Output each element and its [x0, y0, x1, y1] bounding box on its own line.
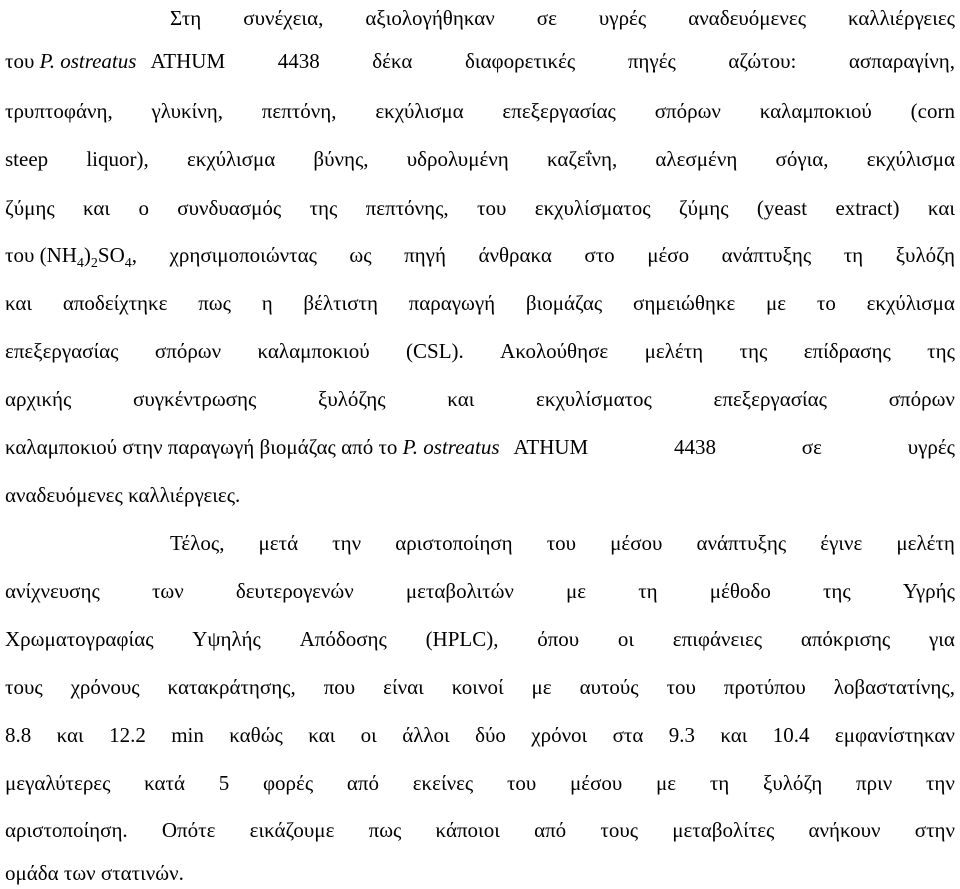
- species-name-2: P. ostreatus: [402, 435, 500, 459]
- p1-line-6: [5, 240, 955, 270]
- p1-line-8: επεξεργασίας σπόρων καλαμποκιού (CSL). Ακολούθησε μελέτη της επίδρασης της: [5, 339, 955, 363]
- p1-line-10-start: καλαμποκιού στην παραγωγή βιομάζας από το P. ostreatus: [5, 435, 500, 459]
- p2-line-3: Χρωματογραφίας Υψηλής Απόδοσης (HPLC), όπου οι επιφάνειες απόκρισης για: [5, 627, 955, 651]
- p1-line-7: και αποδείχτηκε πως η βέλτιστη παραγωγή βιομάζας σημειώθηκε με το εκχύλισμα: [5, 291, 955, 315]
- p1-line-2-rest: ATHUM 4438 δέκα διαφορετικές πηγές αζώτου: ασπαραγίνη,: [150, 49, 955, 73]
- p1-line-9: αρχικής συγκέντρωσης ξυλόζης και εκχυλίσματος επεξεργασίας σπόρων: [5, 387, 955, 411]
- p1-line-6-rest: , χρησιμοποιώντας ως πηγή άνθρακα στο μέσο ανάπτυξης τη ξυλόζη: [131, 243, 955, 267]
- p1-line-2: [5, 46, 955, 76]
- p1-line-10-rest: ATHUM 4438 σε υγρές: [513, 435, 955, 459]
- p1-line-10: [5, 432, 955, 462]
- p2-line-6: μεγαλύτερες κατά 5 φορές από εκείνες του μέσου με τη ξυλόζη πριν την: [5, 771, 955, 795]
- p1-line-4: steep liquor), εκχύλισμα βύνης, υδρολυμένη καζεΐνη, αλεσμένη σόγια, εκχύλισμα: [5, 147, 955, 171]
- p2-line-7: αριστοποίηση. Οπότε εικάζουμε πως κάποιοι από τους μεταβολίτες ανήκουν στην: [5, 818, 955, 842]
- p2-line-1: Τέλος, μετά την αριστοποίηση του μέσου ανάπτυξης έγινε μελέτη: [170, 531, 955, 555]
- p1-line-5: ζύμης και ο συνδυασμός της πεπτόνης, του εκχυλίσματος ζύμης (yeast extract) και: [5, 196, 955, 220]
- p2-line-8: ομάδα των στατινών.: [5, 861, 184, 885]
- p2-line-4: τους χρόνους κατακράτησης, που είναι κοινοί με αυτούς του προτύπου λοβαστατίνης,: [5, 675, 955, 699]
- p2-line-2: ανίχνευσης των δευτερογενών μεταβολιτών με τη μέθοδο της Υγρής: [5, 579, 955, 603]
- species-name: P. ostreatus: [39, 49, 137, 73]
- chemical-formula: του $(NH_4)_2SO_4$: [5, 243, 132, 271]
- p1-line-11: αναδευόμενες καλλιέργειες.: [5, 483, 241, 507]
- p1-line-1: Στη συνέχεια, αξιολογήθηκαν σε υγρές αναδευόμενες καλλιέργειες: [170, 6, 955, 30]
- p1-line-2-start: του P. ostreatus: [5, 49, 137, 73]
- p1-line-3: τρυπτοφάνη, γλυκίνη, πεπτόνη, εκχύλισμα επεξεργασίας σπόρων καλαμποκιού (corn: [5, 99, 955, 123]
- p2-line-5: 8.8 και 12.2 min καθώς και οι άλλοι δύο χρόνοι στα 9.3 και 10.4 εμφανίστηκαν: [5, 723, 955, 747]
